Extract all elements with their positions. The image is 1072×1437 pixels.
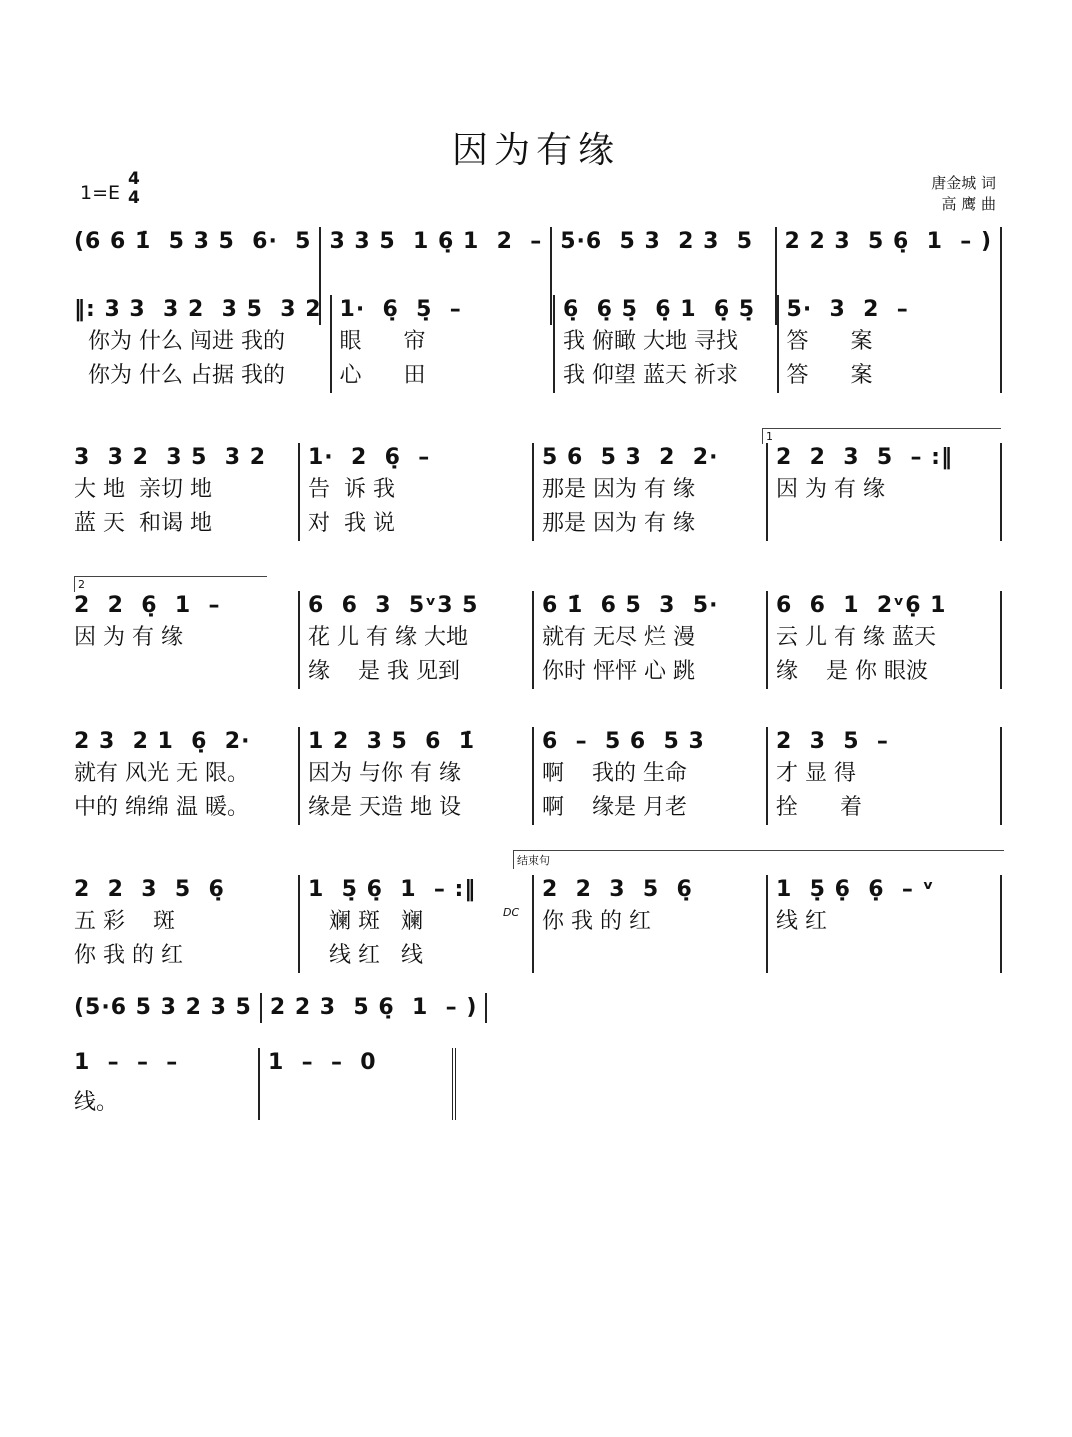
measure bbox=[534, 875, 768, 973]
measure-notes: 1 5̣ 6̣ 1 – :‖ bbox=[308, 877, 477, 902]
measure-notes: 2 2 3 5 6̣ 1 – ) bbox=[269, 995, 478, 1020]
second-ending-bracket bbox=[74, 576, 267, 592]
measure-notes: 1 – – 0 bbox=[268, 1050, 377, 1075]
lyric-verse-1: 因 为 有 缘 bbox=[74, 625, 183, 650]
lyric-verse-1: 那是 因为 有 缘 bbox=[542, 477, 695, 502]
score-row bbox=[66, 591, 1002, 689]
lyric-verse-1: 大 地 亲切 地 bbox=[74, 477, 212, 502]
measure-notes: 6 6 3 5ᵛ3 5 bbox=[308, 593, 479, 618]
lyric-verse-1: 我 俯瞰 大地 寻找 bbox=[563, 329, 738, 354]
measure-notes: 6 – 5 6 5 3 bbox=[542, 729, 705, 754]
measure-notes: 2 2 3 5 6̣ bbox=[74, 877, 225, 902]
lyric-verse-2: 你为 什么 占据 我的 bbox=[74, 363, 285, 388]
lyric-verse-1 bbox=[74, 257, 311, 291]
measure bbox=[66, 993, 262, 1023]
measure bbox=[534, 727, 768, 825]
measure bbox=[66, 591, 300, 689]
lyric-verse-1 bbox=[785, 257, 993, 291]
lyric-verse-2 bbox=[776, 507, 992, 541]
composer: 高 鹰 曲 bbox=[941, 195, 996, 213]
lyric-verse-1: 花 儿 有 缘 大地 bbox=[308, 625, 468, 650]
measure-notes: 5· 3 2 – bbox=[786, 297, 909, 322]
measure bbox=[66, 875, 300, 973]
measure bbox=[300, 443, 534, 541]
lyric-verse-2: 对 我 说 bbox=[308, 511, 395, 536]
measure bbox=[300, 875, 534, 973]
lyricist: 唐金城 词 bbox=[931, 174, 996, 192]
measure bbox=[768, 443, 1002, 541]
lyric-verse-2: 蓝 天 和谒 地 bbox=[74, 511, 212, 536]
lyric-verse-1: 线 红 bbox=[776, 909, 827, 934]
measure-notes: 5·6 5 3 2 3 5 bbox=[560, 229, 754, 254]
lyric-verse-1: 眼 帘 bbox=[339, 329, 426, 354]
measure-notes: 2 3 5 – bbox=[776, 729, 889, 754]
measure bbox=[66, 1048, 260, 1120]
lyric-verse-1: 啊 我的 生命 bbox=[542, 761, 687, 786]
lyric-verse-1: 线。 bbox=[74, 1090, 119, 1115]
measure bbox=[66, 727, 300, 825]
measure-notes: 1 – – – bbox=[74, 1050, 179, 1075]
lyric-verse-1: 因 为 有 缘 bbox=[776, 477, 885, 502]
time-signature bbox=[128, 170, 140, 208]
lyric-verse-2: 拴 着 bbox=[776, 795, 862, 820]
lyric-verse-1: 告 诉 我 bbox=[308, 477, 395, 502]
measure-notes: 3 3 2 3 5 3 2 bbox=[74, 445, 267, 470]
measure bbox=[768, 591, 1002, 689]
measure-notes: 3 3 5 1 6̣ 1 2 – bbox=[329, 229, 543, 254]
lyric-verse-2: 你 我 的 红 bbox=[74, 943, 183, 968]
ending-phrase-label: 结束句 bbox=[517, 854, 550, 867]
ending-phrase-bracket bbox=[513, 850, 1004, 869]
song-title: 因为有缘 bbox=[451, 130, 620, 171]
measure-notes: 6̣ 6̣ 5̣ 6̣ 1 6̣ 5̣ bbox=[563, 297, 756, 322]
first-ending-label: 1 bbox=[766, 430, 773, 443]
measure-notes: 2 2 6̣ 1 – bbox=[74, 593, 221, 618]
first-ending-bracket bbox=[762, 428, 1001, 444]
measure-notes: 1 5̣ 6̣ 6̣ – ᵛ bbox=[776, 877, 935, 902]
lyric-verse-2: 我 仰望 蓝天 祈求 bbox=[563, 363, 738, 388]
measure-notes: 2 2 3 5 6̣ bbox=[542, 877, 693, 902]
lyric-verse-1: 斓 斑 斓 bbox=[308, 909, 423, 934]
lyric-verse-2: 缘 是 我 见到 bbox=[308, 659, 460, 684]
measure bbox=[332, 295, 556, 393]
lyric-verse-2: 缘 是 你 眼波 bbox=[776, 659, 928, 684]
lyric-verse-1: 五 彩 斑 bbox=[74, 909, 175, 934]
measure-notes: 1 2 3 5 6 1̇ bbox=[308, 729, 476, 754]
measure-notes: 1· 6̣ 5̣ – bbox=[339, 297, 462, 322]
lyric-verse-2: 啊 缘是 月老 bbox=[542, 795, 687, 820]
lyric-verse-2: 中的 绵绵 温 暖。 bbox=[74, 795, 249, 820]
measure-notes: (5·6 5 3 2 3 5 bbox=[74, 995, 252, 1020]
score-row bbox=[66, 727, 1002, 825]
lyric-verse-1 bbox=[329, 257, 542, 291]
score-row bbox=[66, 875, 1002, 973]
lyric-verse-1: 答 案 bbox=[786, 329, 873, 354]
time-signature-top: 4 bbox=[128, 169, 140, 189]
measure-notes: 5 6 5 3 2 2· bbox=[542, 445, 719, 470]
lyric-verse-2: 心 田 bbox=[339, 363, 426, 388]
time-signature-bottom: 4 bbox=[128, 188, 140, 208]
measure-notes: 6 6 1 2ᵛ6̣ 1 bbox=[776, 593, 947, 618]
measure-notes: 2 2 3 5 – :‖ bbox=[776, 445, 953, 470]
measure-notes: 1· 2 6̣ – bbox=[308, 445, 431, 470]
lyric-verse-2: 缘是 天造 地 设 bbox=[308, 795, 461, 820]
measure bbox=[534, 443, 768, 541]
measure bbox=[300, 591, 534, 689]
lyric-verse-1: 因为 与你 有 缘 bbox=[308, 761, 461, 786]
measure bbox=[768, 875, 1002, 973]
lyric-verse-1: 就有 风光 无 限。 bbox=[74, 761, 249, 786]
measure bbox=[779, 295, 1003, 393]
measure-notes: 6 1̇ 6 5 3 5· bbox=[542, 593, 719, 618]
measure bbox=[66, 443, 300, 541]
measure-notes: (6 6 1̇ 5 3 5 6· 5 bbox=[74, 229, 312, 254]
measure bbox=[534, 591, 768, 689]
lyric-verse-2 bbox=[74, 655, 290, 689]
credits bbox=[931, 173, 996, 215]
measure-notes: 2 3 2 1 6̣ 2· bbox=[74, 729, 251, 754]
lyric-verse-1: 你为 什么 闯进 我的 bbox=[74, 329, 285, 354]
measure bbox=[300, 727, 534, 825]
dc-mark: DC bbox=[503, 906, 520, 919]
second-ending-label: 2 bbox=[78, 578, 85, 591]
lyric-verse-2 bbox=[776, 939, 992, 973]
lyric-verse-2: 你时 怦怦 心 跳 bbox=[542, 659, 695, 684]
measure bbox=[555, 295, 779, 393]
lyric-verse-1 bbox=[268, 1086, 444, 1120]
measure bbox=[768, 727, 1002, 825]
measure bbox=[260, 1048, 456, 1120]
key-signature: 1=E bbox=[80, 182, 121, 204]
lyric-verse-1: 才 显 得 bbox=[776, 761, 856, 786]
lyric-verse-2 bbox=[542, 939, 758, 973]
measure bbox=[262, 993, 488, 1023]
lyric-verse-1: 你 我 的 红 bbox=[542, 909, 651, 934]
score-row bbox=[66, 993, 478, 1023]
measure-notes: 2 2 3 5 6̣ 1 – ) bbox=[784, 229, 992, 254]
measure bbox=[66, 295, 332, 393]
score-row bbox=[66, 443, 1002, 541]
lyric-verse-1 bbox=[560, 257, 766, 291]
measure-notes: ‖: 3 3 3 2 3 5 3 2 bbox=[74, 297, 322, 322]
lyric-verse-1: 就有 无尽 烂 漫 bbox=[542, 625, 695, 650]
score-row bbox=[66, 1048, 456, 1120]
lyric-verse-2: 线 红 线 bbox=[308, 943, 423, 968]
lyric-verse-2: 答 案 bbox=[786, 363, 873, 388]
lyric-verse-2: 那是 因为 有 缘 bbox=[542, 511, 695, 536]
score-row bbox=[66, 295, 1002, 393]
lyric-verse-1: 云 儿 有 缘 蓝天 bbox=[776, 625, 936, 650]
